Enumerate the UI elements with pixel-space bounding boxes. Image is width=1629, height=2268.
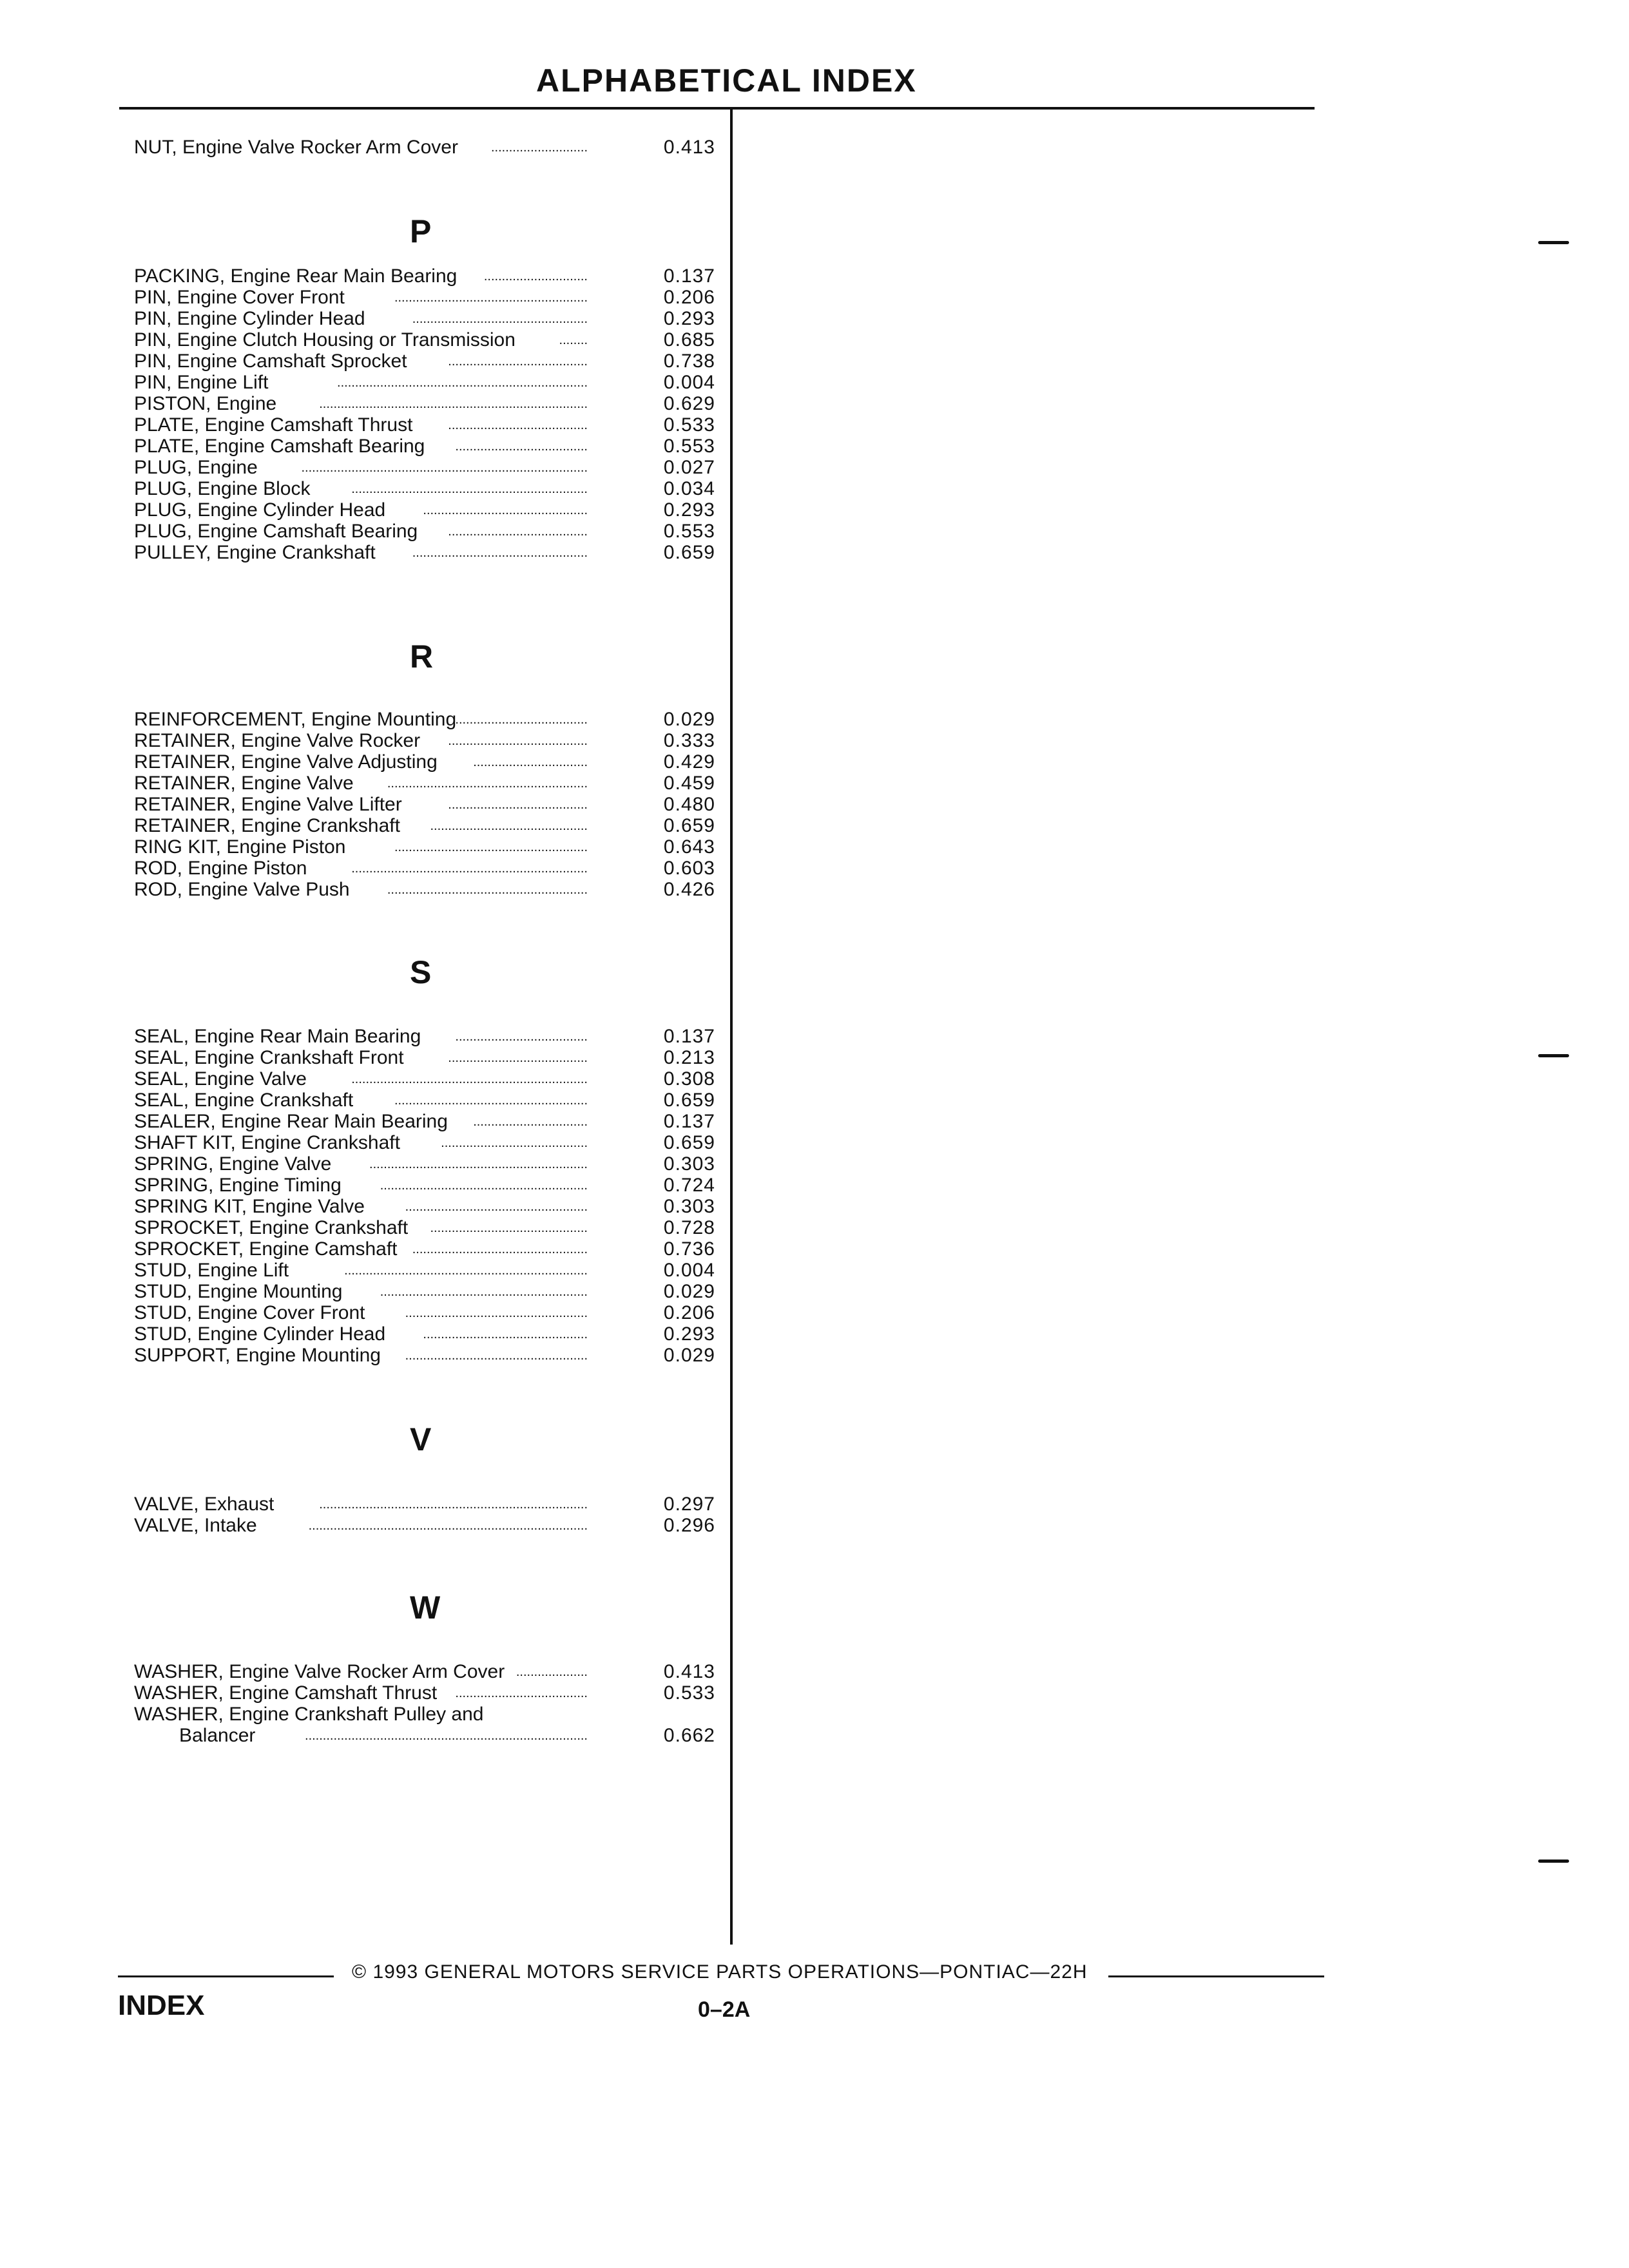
leader-dots: .............................................................: [369, 1157, 588, 1171]
leader-dots: ................................................................................: [301, 461, 588, 475]
entry-page: 0.459: [663, 773, 715, 794]
entry-page: 0.206: [663, 287, 715, 308]
entry-name: SEAL, Engine Rear Main Bearing: [134, 1026, 421, 1047]
leader-dots: .......................................: [448, 524, 588, 539]
entry-name: PIN, Engine Cover Front: [134, 287, 345, 308]
index-entry: [134, 1026, 722, 1048]
entry-page: 0.659: [663, 815, 715, 836]
index-entry: [134, 1132, 722, 1154]
entry-page: 0.643: [663, 836, 715, 858]
leader-dots: .....................................: [455, 439, 588, 454]
entry-page: 0.004: [663, 1260, 715, 1281]
leader-dots: ..........................................................: [380, 1285, 588, 1299]
leader-dots: .......................................: [448, 1051, 588, 1065]
entry-name: PIN, Engine Cylinder Head: [134, 308, 365, 329]
leader-dots: ...........................: [490, 140, 588, 155]
index-entry: [134, 730, 722, 752]
entry-page: 0.603: [663, 858, 715, 879]
entry-name: RETAINER, Engine Valve Adjusting: [134, 751, 438, 773]
entry-page: 0.553: [663, 436, 715, 457]
entry-name: SEAL, Engine Valve: [134, 1068, 307, 1090]
leader-dots: ...................................................: [405, 1200, 588, 1214]
entry-name: SEALER, Engine Rear Main Bearing: [134, 1111, 448, 1132]
index-entry: [134, 1682, 722, 1704]
index-entry: [134, 1345, 722, 1367]
entry-page: 0.480: [663, 794, 715, 815]
entry-name: WASHER, Engine Valve Rocker Arm Cover: [134, 1661, 505, 1682]
entry-page: 0.662: [663, 1725, 715, 1746]
entry-name: PLATE, Engine Camshaft Bearing: [134, 436, 425, 457]
leader-dots: .................................................: [412, 312, 588, 326]
index-entry: [134, 773, 722, 794]
leader-dots: ................................: [473, 1115, 588, 1129]
entry-page: 0.333: [663, 730, 715, 751]
leader-dots: ........................................................: [387, 776, 588, 791]
leader-dots: ..............................................................................: [308, 1519, 588, 1533]
entry-name: PLUG, Engine Block: [134, 478, 311, 499]
entry-name: RING KIT, Engine Piston: [134, 836, 346, 858]
entry-page: 0.533: [663, 414, 715, 436]
index-entry: [134, 1217, 722, 1239]
footer-copyright: © 1993 GENERAL MOTORS SERVICE PARTS OPERATIONS—PONTIAC—22H: [352, 1961, 1088, 1983]
index-entry: [134, 794, 722, 816]
entry-name: PULLEY, Engine Crankshaft: [134, 542, 376, 563]
entry-name: RETAINER, Engine Valve Rocker: [134, 730, 421, 751]
index-entry: [134, 436, 722, 457]
leader-dots: ........: [559, 333, 588, 347]
entry-name: NUT, Engine Valve Rocker Arm Cover: [134, 137, 458, 158]
leader-dots: .............................: [483, 269, 588, 284]
entry-name: ROD, Engine Valve Push: [134, 879, 350, 900]
index-entry: [134, 879, 722, 901]
entry-name: PIN, Engine Lift: [134, 372, 269, 393]
index-entry: [134, 836, 722, 858]
leader-dots: .....................................: [455, 1686, 588, 1700]
entry-name: SPRING, Engine Timing: [134, 1175, 342, 1196]
entry-name: RETAINER, Engine Valve Lifter: [134, 794, 402, 815]
index-entry: [134, 815, 722, 837]
index-entry: [134, 1494, 722, 1515]
entry-page: 0.553: [663, 521, 715, 542]
margin-mark: [1538, 241, 1569, 244]
index-entry: [134, 478, 722, 500]
leader-dots: ......................................................................: [337, 376, 588, 390]
entry-page: 0.728: [663, 1217, 715, 1238]
entry-page: 0.738: [663, 351, 715, 372]
footer-rule-right: [1108, 1975, 1324, 1977]
entry-name: SEAL, Engine Crankshaft Front: [134, 1047, 404, 1068]
entry-name: SPRING, Engine Valve: [134, 1153, 332, 1175]
entry-name: STUD, Engine Cover Front: [134, 1302, 365, 1323]
index-entry: [134, 1302, 722, 1324]
entry-page: 0.429: [663, 751, 715, 773]
margin-mark: [1538, 1860, 1569, 1863]
index-entry: [134, 393, 722, 415]
index-entry: [134, 521, 722, 543]
leader-dots: ..................................................................: [351, 861, 588, 876]
index-entry: [134, 457, 722, 479]
entry-name: STUD, Engine Cylinder Head: [134, 1323, 386, 1345]
index-entry: [134, 1175, 722, 1196]
leader-dots: ......................................................: [394, 840, 588, 854]
leader-dots: ......................................................: [394, 1093, 588, 1108]
leader-dots: ..............................................: [423, 1327, 588, 1341]
entry-page: 0.413: [663, 137, 715, 158]
entry-name: PACKING, Engine Rear Main Bearing: [134, 265, 458, 287]
entry-page: 0.303: [663, 1153, 715, 1175]
leader-dots: .....................................: [455, 1030, 588, 1044]
leader-dots: ..................................................................: [351, 1072, 588, 1086]
entry-name: SPRING KIT, Engine Valve: [134, 1196, 365, 1217]
leader-dots: ............................................: [430, 1221, 588, 1235]
entry-name: PIN, Engine Clutch Housing or Transmission: [134, 329, 516, 351]
entry-name: PLATE, Engine Camshaft Thrust: [134, 414, 413, 436]
leader-dots: .......................................: [448, 354, 588, 369]
entry-name: VALVE, Intake: [134, 1515, 257, 1536]
entry-name: RETAINER, Engine Crankshaft: [134, 815, 400, 836]
index-entry: [134, 287, 722, 309]
header-rule: [119, 107, 1315, 110]
footer-rule-left: [118, 1975, 334, 1977]
entry-page: 0.034: [663, 478, 715, 499]
leader-dots: ........................................................: [387, 883, 588, 897]
section-letter: P: [410, 213, 432, 249]
entry-page: 0.629: [663, 393, 715, 414]
leader-dots: .........................................: [441, 1136, 588, 1150]
entry-name: WASHER, Engine Crankshaft Pulley and: [134, 1704, 484, 1725]
entry-name: WASHER, Engine Camshaft Thrust: [134, 1682, 438, 1704]
leader-dots: .....................................: [455, 713, 588, 727]
margin-mark: [1538, 1054, 1569, 1057]
entry-page: 0.533: [663, 1682, 715, 1704]
section-letter: V: [410, 1421, 432, 1457]
index-entry: [134, 1704, 722, 1725]
index-entry: [134, 499, 722, 521]
leader-dots: .................................................: [412, 546, 588, 560]
entry-page: 0.659: [663, 1132, 715, 1153]
section-label: INDEX: [118, 1990, 205, 2021]
index-entry: [134, 414, 722, 436]
entry-page: 0.137: [663, 265, 715, 287]
entry-page: 0.659: [663, 1090, 715, 1111]
section-letter: W: [410, 1590, 441, 1626]
entry-name: ROD, Engine Piston: [134, 858, 307, 879]
index-entry: [134, 1725, 722, 1747]
index-entry: [134, 137, 722, 159]
index-entry: [134, 329, 722, 351]
page-title: ALPHABETICAL INDEX: [536, 62, 917, 99]
entry-page: 0.029: [663, 709, 715, 730]
leader-dots: ....................: [516, 1665, 588, 1679]
index-entry: [134, 542, 722, 564]
index-entry: [134, 1323, 722, 1345]
entry-name: SUPPORT, Engine Mounting: [134, 1345, 381, 1366]
entry-name: STUD, Engine Mounting: [134, 1281, 343, 1302]
leader-dots: ..............................................: [423, 503, 588, 517]
leader-dots: .................................................: [412, 1242, 588, 1256]
leader-dots: ................................: [473, 755, 588, 769]
entry-page: 0.213: [663, 1047, 715, 1068]
section-letter: R: [410, 639, 434, 675]
index-entry: [134, 1661, 722, 1683]
index-entry: [134, 1515, 722, 1537]
entry-name: REINFORCEMENT, Engine Mounting: [134, 709, 457, 730]
leader-dots: ......................................................: [394, 291, 588, 305]
entry-name: PLUG, Engine Camshaft Bearing: [134, 521, 418, 542]
entry-name: PIN, Engine Camshaft Sprocket: [134, 351, 407, 372]
entry-page: 0.296: [663, 1515, 715, 1536]
index-entry: [134, 372, 722, 394]
entry-page: 0.029: [663, 1345, 715, 1366]
entry-name: SEAL, Engine Crankshaft: [134, 1090, 354, 1111]
leader-dots: .......................................: [448, 418, 588, 432]
entry-page: 0.659: [663, 542, 715, 563]
entry-page: 0.004: [663, 372, 715, 393]
leader-dots: .......................................: [448, 734, 588, 748]
entry-name: STUD, Engine Lift: [134, 1260, 289, 1281]
leader-dots: ...........................................................................: [319, 1497, 588, 1512]
entry-name: SHAFT KIT, Engine Crankshaft: [134, 1132, 400, 1153]
index-entry: [134, 1047, 722, 1069]
leader-dots: ...............................................................................: [305, 1729, 588, 1743]
entry-page: 0.303: [663, 1196, 715, 1217]
entry-page: 0.297: [663, 1494, 715, 1515]
leader-dots: .......................................: [448, 798, 588, 812]
entry-page: 0.308: [663, 1068, 715, 1090]
page-number: 0–2A: [698, 1997, 751, 2022]
entry-page: 0.137: [663, 1111, 715, 1132]
index-entry: [134, 1090, 722, 1111]
index-entry: [134, 1111, 722, 1133]
entry-name: SPROCKET, Engine Camshaft: [134, 1238, 398, 1260]
entry-page: 0.685: [663, 329, 715, 351]
leader-dots: ...................................................: [405, 1349, 588, 1363]
entry-name: SPROCKET, Engine Crankshaft: [134, 1217, 409, 1238]
index-entry: [134, 1260, 722, 1282]
index-entry: [134, 751, 722, 773]
entry-name: PISTON, Engine: [134, 393, 277, 414]
entry-name: Balancer: [179, 1725, 256, 1746]
section-letter: S: [410, 954, 432, 990]
entry-page: 0.206: [663, 1302, 715, 1323]
entry-page: 0.426: [663, 879, 715, 900]
entry-page: 0.724: [663, 1175, 715, 1196]
entry-name: RETAINER, Engine Valve: [134, 773, 354, 794]
entry-page: 0.137: [663, 1026, 715, 1047]
entry-name: PLUG, Engine Cylinder Head: [134, 499, 386, 521]
column-divider: [730, 110, 733, 1945]
index-entry: [134, 1196, 722, 1218]
entry-page: 0.413: [663, 1661, 715, 1682]
index-entry: [134, 265, 722, 287]
index-entry: [134, 351, 722, 372]
entry-page: 0.293: [663, 308, 715, 329]
leader-dots: ............................................: [430, 819, 588, 833]
entry-page: 0.029: [663, 1281, 715, 1302]
entry-page: 0.293: [663, 499, 715, 521]
entry-page: 0.293: [663, 1323, 715, 1345]
entry-page: 0.736: [663, 1238, 715, 1260]
index-entry: [134, 1238, 722, 1260]
index-entry: [134, 858, 722, 879]
index-entry: [134, 1281, 722, 1303]
entry-page: 0.027: [663, 457, 715, 478]
index-entry: [134, 1153, 722, 1175]
leader-dots: ....................................................................: [344, 1264, 588, 1278]
entry-name: PLUG, Engine: [134, 457, 258, 478]
leader-dots: ..........................................................: [380, 1178, 588, 1193]
leader-dots: ...........................................................................: [319, 397, 588, 411]
entry-name: VALVE, Exhaust: [134, 1494, 275, 1515]
leader-dots: ...................................................: [405, 1306, 588, 1320]
index-entry: [134, 1068, 722, 1090]
index-entry: [134, 709, 722, 731]
leader-dots: ..................................................................: [351, 482, 588, 496]
index-entry: [134, 308, 722, 330]
